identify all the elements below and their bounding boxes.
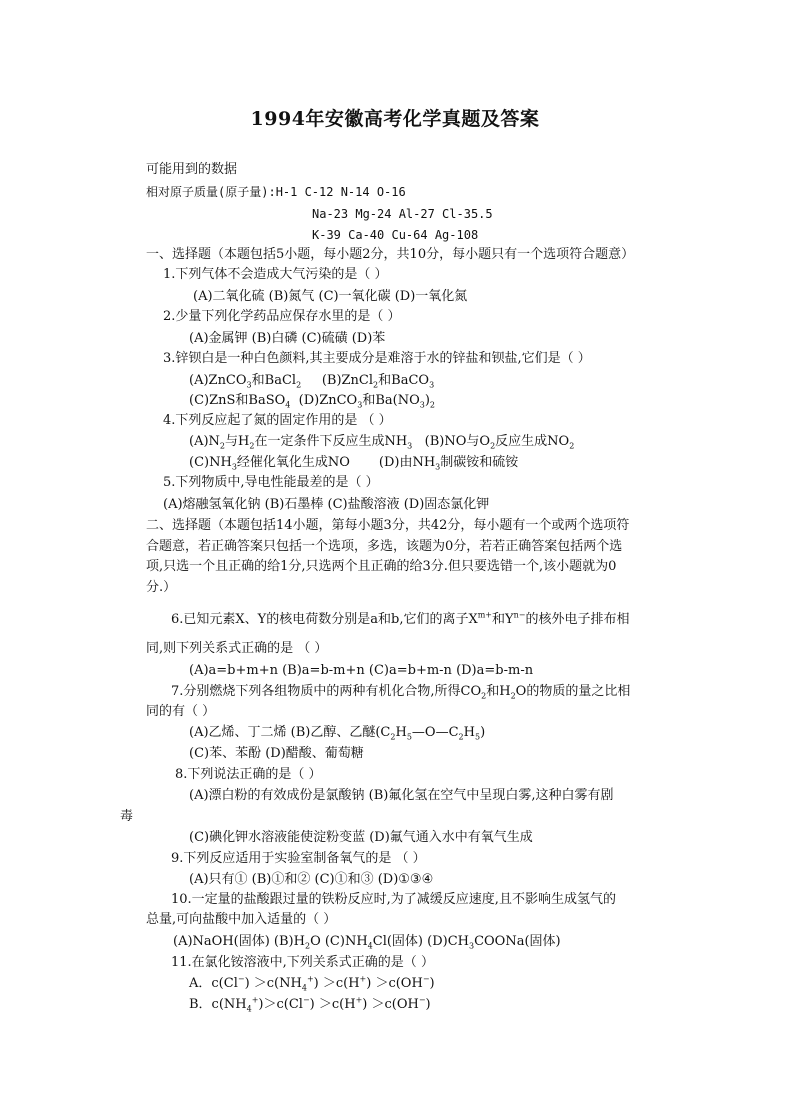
q1-stem: 1.下列气体不会造成大气污染的是（ ） [163,267,388,282]
q11-a-1: A．c(Cl [189,976,238,991]
q11-b-sup-1: + [251,995,259,1005]
q7-o1-c: —O—C [411,725,459,740]
q3-d-3: ) [424,393,430,408]
q4-a-1: (A)N [189,434,220,449]
q4-b-1: (B)NO与O [424,434,491,449]
q3-options-cd [189,392,435,410]
section-2-heading-line-4: 分.） [146,580,177,595]
q3-b-1: (B)ZnCl [321,373,374,388]
q10-line-2: 总量,可向盐酸中加入适量的（ ） [146,912,337,927]
q4-c-2: 经催化氧化生成NO [236,455,350,470]
q11-b-sup-3: + [355,995,363,1005]
q3-c-sub-1: 4 [285,400,291,410]
q4-a-3: 在一定条件下反应生成NH [254,434,408,449]
q10-o-b: O (C)NH [310,934,368,949]
q10-sub-3: 3 [468,941,475,951]
atomic-mass-label [146,183,406,201]
q11-a-sup-1: − [237,974,245,984]
q4-b-2: 反应生成NO [495,434,570,449]
q3-d-2: 和Ba(NO [362,393,420,408]
section-2-heading-line-1: 二、选择题（本题包括14小题，第每小题3分，共42分，每小题有一个或两个选项符 [146,518,630,533]
q11-a-sub-1: 4 [301,983,307,993]
q6-sup-1: m+ [477,610,492,620]
q3-b-sub-1: 2 [373,380,379,390]
q7-o1-sub-1: 2 [390,732,396,742]
atomic-mass-row-2: Na-23 Mg-24 Al-27 Cl-35.5 [312,207,493,221]
q3-b-2: 和BaCO [378,373,430,388]
q10-o-c: Cl(固体) (D)CH [372,934,469,949]
q7-line-2: 同的有（ ） [146,704,216,719]
q11-b-2: )＞c(Cl [258,997,303,1012]
q11-b-sup-2: − [302,995,310,1005]
q3-c-1: (C)ZnS和BaSO [189,393,286,408]
q7-line-1-a: 7.分别燃烧下列各组物质中的两种有机化合物,所得CO [171,684,482,699]
q5-stem: 5.下列物质中,导电性能最差的是（ ） [163,475,379,490]
q8-options-ab-wrap: 毒 [120,809,134,824]
q4-a-sub-1: 2 [219,441,226,451]
q4-options-ab [189,433,574,451]
page-title: 1994年安徽高考化学真题及答案 [250,108,540,130]
q7-line-1 [171,683,630,701]
q4-a-2: 与H [225,434,250,449]
q10-o-d: COONa(固体) [474,934,561,949]
q4-a-sub-3: 3 [407,441,413,451]
q9-options: (A)只有① (B)①和② (C)①和③ (D)①③④ [189,872,434,887]
q3-a-2: 和BaCl [251,373,297,388]
q11-a-5: ) [429,976,435,991]
q11-b-sub-1: 4 [246,1004,252,1014]
q4-b-sub-1: 2 [490,441,496,451]
q6-line-1-a: 6.已知元素X、Y的核电荷数分别是a和b,它们的离子X [171,612,478,627]
q8-options-cd: (C)碘化钾水溶液能使淀粉变蓝 (D)氟气通入水中有氧气生成 [189,830,533,845]
q11-option-b [189,996,431,1014]
q9-stem: 9.下列反应适用于实验室制备氧气的是 （ ） [171,851,426,866]
q11-b-4: ) ＞c(OH [362,997,419,1012]
q11-a-sup-2: + [306,974,314,984]
q11-b-1: B．c(NH [189,997,247,1012]
q4-c-1: (C)NH [189,455,232,470]
q3-a-sub-1: 3 [246,380,252,390]
q10-sub-1: 2 [304,941,311,951]
q10-o-a: (A)NaOH(固体) (B)H [173,934,305,949]
q7-line-1-c: O的物质的量之比相 [515,684,631,699]
q4-options-cd [189,454,518,472]
q6-options: (A)a=b+m+n (B)a=b-m+n (C)a=b+m-n (D)a=b-m-n [189,663,534,678]
q5-options: (A)熔融氢氧化钠 (B)石墨棒 (C)盐酸溶液 (D)固态氯化钾 [163,497,490,512]
q7-o1-sub-2: 5 [406,732,412,742]
q11-b-5: ) [425,997,431,1012]
data-header: 可能用到的数据 [146,162,238,177]
q3-a-1: (A)ZnCO [189,373,247,388]
q11-a-sup-4: − [422,974,430,984]
section-2-heading-line-3: 项,只选一个且正确的给1分,只选两个且正确的给3分.但只要选错一个,该小题就为0 [146,559,617,574]
q6-line-1 [171,611,629,629]
q11-a-3: ) ＞c(H [313,976,360,991]
section-1-heading: 一、选择题（本题包括5小题，每小题2分，共10分，每小题只有一个选项符合题意） [146,247,635,262]
atomic-mass-row-1: H-1 C-12 N-14 O-16 [275,185,406,199]
q3-d-1: (D)ZnCO [298,393,358,408]
q11-a-4: ) ＞c(OH [366,976,423,991]
q10-options [173,933,561,951]
q7-o1-b: H [395,725,407,740]
q3-b-sub-2: 3 [429,380,435,390]
q10-sub-2: 4 [367,941,373,951]
q7-options-cd: (C)苯、苯酚 (D)醋酸、葡萄糖 [189,746,364,761]
q3-d-sub-1: 3 [357,400,363,410]
q7-o1-d: H [463,725,475,740]
atomic-mass-label-text: 相对原子质量(原子量): [146,185,276,199]
q7-o1-sub-4: 5 [474,732,481,742]
q3-d-sub-3: 2 [429,400,435,410]
q3-a-sub-2: 2 [296,380,302,390]
q3-options-ab [189,372,434,390]
q6-line-1-b: 和Y [492,612,514,627]
section-2-heading-line-2: 合题意，若正确答案只包括一个选项，多选，该题为0分，若若正确答案包括两个选 [146,539,623,554]
q2-stem: 2.少量下列化学药品应保存水里的是（ ） [163,309,401,324]
q11-a-sup-3: + [359,974,367,984]
q4-a-sub-2: 2 [249,441,255,451]
q7-sub-2: 2 [510,691,516,701]
q4-d-1: (D)由NH [378,455,436,470]
q4-d-sub-1: 3 [435,462,441,472]
q7-options-ab [189,724,485,742]
q11-b-3: ) ＞c(H [309,997,356,1012]
q6-sup-2: n− [513,610,526,620]
q4-c-sub-1: 3 [231,462,237,472]
q11-b-sup-4: − [418,995,426,1005]
q4-d-2: 制碳铵和硫铵 [440,455,519,470]
q10-line-1: 10.一定量的盐酸跟过量的铁粉反应时,为了减缓反应速度,且不影响生成氢气的 [171,892,616,907]
q8-stem: 8.下列说法正确的是（ ） [175,767,322,782]
q7-o1-e: ) [480,725,486,740]
q2-options: (A)金属钾 (B)白磷 (C)硫磺 (D)苯 [189,331,386,346]
q6-line-2: 同,则下列关系式正确的是 （ ） [146,641,328,656]
q11-option-a [189,975,435,993]
q8-options-ab: (A)漂白粉的有效成份是氯酸钠 (B)氟化氢在空气中呈现白雾,这种白雾有剧 [189,788,614,803]
q4-stem: 4.下列反应起了氮的固定作用的是 （ ） [163,413,392,428]
q7-o1-sub-3: 2 [458,732,464,742]
q7-line-1-b: 和H [486,684,511,699]
q3-d-sub-2: 3 [419,400,425,410]
q3-stem: 3.锌钡白是一种白色颜料,其主要成分是难溶于水的锌盐和钡盐,它们是（ ） [163,351,591,366]
atomic-mass-row-3: K-39 Ca-40 Cu-64 Ag-108 [312,228,479,242]
q7-o1-a: (A)乙烯、丁二烯 (B)乙醇、乙醚(C [189,725,391,740]
q6-line-1-c: 的核外电子排布相 [525,612,630,627]
q7-sub-1: 2 [481,691,487,701]
q11-stem: 11.在氯化铵溶液中,下列关系式正确的是（ ） [171,955,434,970]
q4-b-sub-2: 2 [569,441,575,451]
q1-options: (A)二氧化硫 (B)氮气 (C)一氧化碳 (D)一氧化氮 [193,289,468,304]
q11-a-2: ) ＞c(NH [244,976,302,991]
